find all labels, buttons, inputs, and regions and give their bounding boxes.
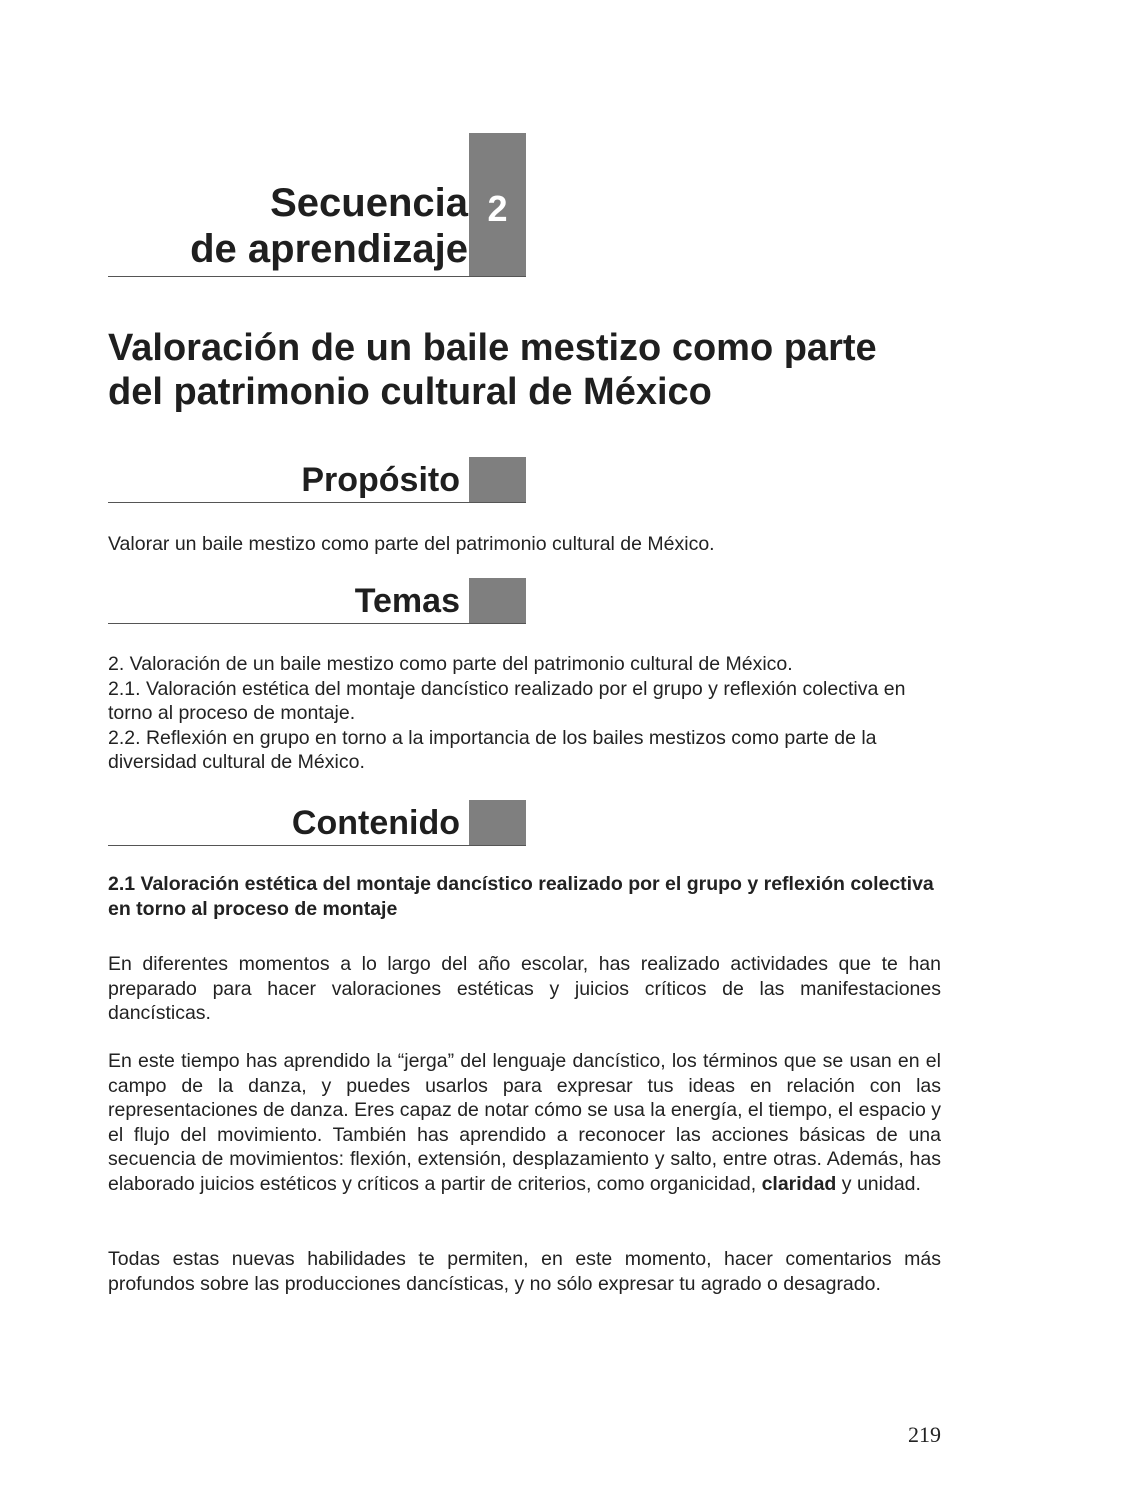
proposito-rule [108, 502, 526, 503]
contenido-paragraph-1: En diferentes momentos a lo largo del año escolar, has realizado actividades que te han preparado para hacer valoraciones estéticas y juicios críticos de las manifestaciones dancísticas. [108, 953, 941, 1024]
temas-item-0: 2. Valoración de un baile mestizo como parte del patrimonio cultural de México. [108, 653, 793, 675]
proposito-header [108, 457, 526, 503]
temas-item-2: 2.2. Reflexión en grupo en torno a la importancia de los bailes mestizos como parte de la diversidad cultural de México. [108, 726, 877, 773]
page-title [108, 326, 1008, 414]
proposito-heading: Propósito [301, 461, 460, 499]
page-title-line1: Valoración de un baile mestizo como parte [108, 327, 877, 369]
contenido-paragraph-3: Todas estas nuevas habilidades te permiten, en este momento, hacer comentarios más profundos sobre las producciones dancísticas, y no sólo expresar tu agrado o desagrado. [108, 1248, 941, 1295]
sequence-number: 2 [487, 188, 508, 229]
page-title-line2: del patrimonio cultural de México [108, 371, 712, 413]
contenido-subheading-block [108, 872, 941, 921]
sequence-title-line2: de aprendizaje [190, 227, 468, 271]
paragraph-2-text: En este tiempo has aprendido la “jerga” del lenguaje dancístico, los términos que se usan en el campo de la danza, y puedes usarlos para expresar tus ideas en relación con las representaciones de danza. Eres capaz de notar cómo se usa la energía, el tiempo, el espacio y el flujo del movimiento. También has aprendido a reconocer las acciones básicas de una secuencia de movimientos: flexión, extensión, desplazamiento y salto, entre otras. Además, has elaborado juicios estéticos y críticos a partir de criterios, como organicidad, [108, 1050, 941, 1195]
temas-box [469, 578, 526, 624]
contenido-paragraph-1-block [108, 952, 941, 1026]
contenido-heading: Contenido [291, 804, 460, 842]
proposito-text-block [108, 532, 941, 557]
sequence-title [108, 180, 468, 272]
temas-list [108, 652, 941, 775]
contenido-subheading: 2.1 Valoración estética del montaje dancístico realizado por el grupo y reflexión colectiva en torno al proceso de montaje [108, 873, 934, 920]
contenido-paragraph-2 [108, 1049, 941, 1196]
contenido-paragraph-2-block [108, 1049, 941, 1196]
contenido-rule [108, 845, 526, 846]
page-number: 219 [908, 1422, 941, 1447]
sequence-title-line1: Secuencia [270, 181, 468, 225]
paragraph-2-end: y unidad. [841, 1172, 921, 1195]
proposito-box [469, 457, 526, 503]
sequence-number-box [469, 133, 526, 277]
sequence-rule [108, 276, 526, 277]
contenido-paragraph-3-block [108, 1247, 941, 1296]
contenido-header [108, 800, 526, 846]
paragraph-2-bold: claridad [761, 1172, 837, 1195]
proposito-text: Valorar un baile mestizo como parte del patrimonio cultural de México. [108, 533, 715, 555]
temas-item-1: 2.1. Valoración estética del montaje dancístico realizado por el grupo y reflexión colectiva en torno al proceso de montaje. [108, 677, 906, 724]
temas-header [108, 578, 526, 624]
temas-rule [108, 623, 526, 624]
contenido-box [469, 800, 526, 846]
temas-heading: Temas [354, 582, 460, 620]
